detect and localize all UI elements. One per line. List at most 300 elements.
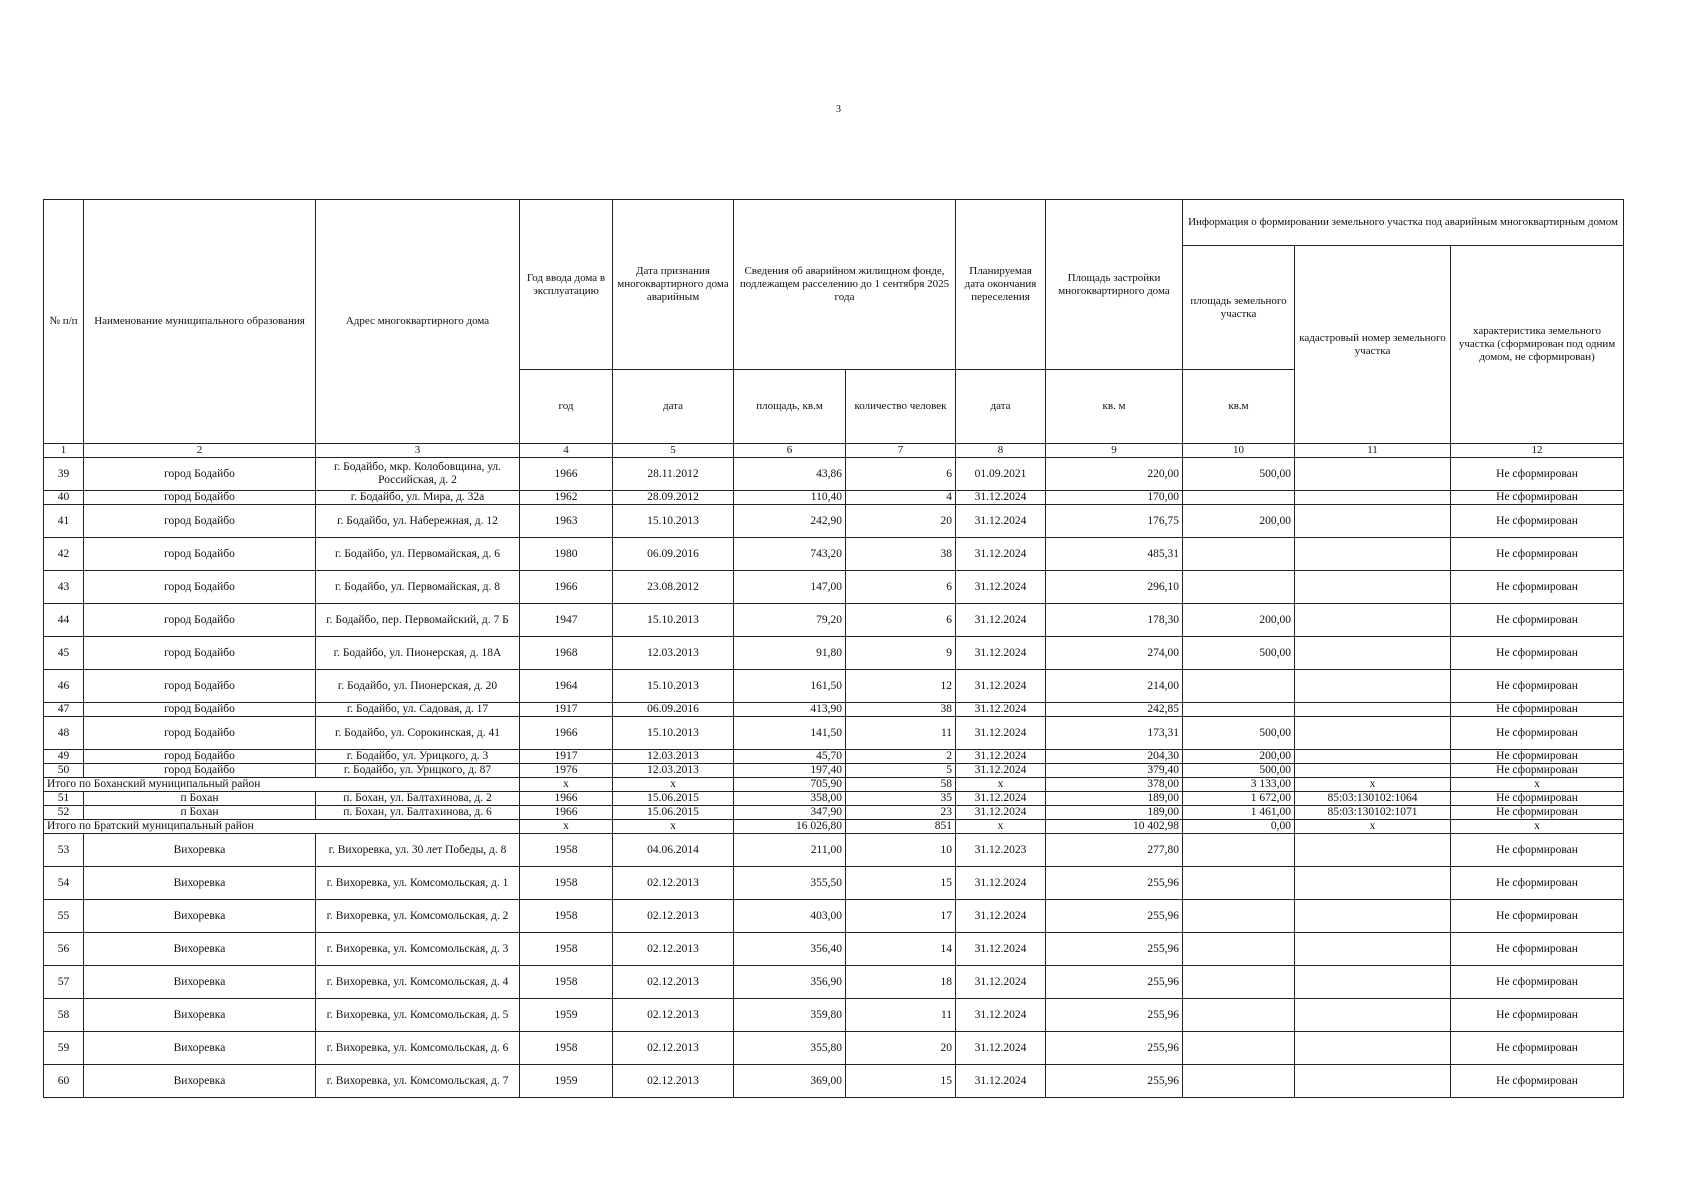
year-built: 1947	[520, 604, 613, 637]
date-recognized: 15.06.2015	[613, 806, 734, 820]
table-body	[44, 458, 1624, 1098]
table-row	[44, 670, 1624, 703]
column-number: 1	[44, 444, 84, 458]
cadastral-number	[1295, 717, 1451, 750]
header-planned-date: Планируемая дата окончания переселения	[956, 200, 1046, 370]
people-count: 12	[846, 670, 956, 703]
row-number: 55	[44, 900, 84, 933]
planned-date: 31.12.2024	[956, 717, 1046, 750]
fund-area: 197,40	[734, 764, 846, 778]
year-built: 1958	[520, 900, 613, 933]
municipality-name: город Бодайбо	[84, 750, 316, 764]
built-area: 485,31	[1046, 538, 1183, 571]
unit-year: год	[520, 370, 613, 444]
date-recognized: 02.12.2013	[613, 933, 734, 966]
land-area	[1183, 538, 1295, 571]
emergency-housing-table	[43, 199, 1624, 1098]
planned-date: 31.12.2024	[956, 538, 1046, 571]
subtotal-date-recognized: x	[613, 778, 734, 792]
municipality-name: Вихоревка	[84, 966, 316, 999]
land-status: Не сформирован	[1451, 764, 1624, 778]
year-built: 1958	[520, 933, 613, 966]
land-status: Не сформирован	[1451, 703, 1624, 717]
built-area: 255,96	[1046, 999, 1183, 1032]
fund-area: 355,50	[734, 867, 846, 900]
fund-area: 242,90	[734, 505, 846, 538]
fund-area: 43,86	[734, 458, 846, 491]
land-status: Не сформирован	[1451, 806, 1624, 820]
house-address: г. Бодайбо, ул. Мира, д. 32а	[316, 491, 520, 505]
planned-date: 01.09.2021	[956, 458, 1046, 491]
date-recognized: 15.10.2013	[613, 670, 734, 703]
people-count: 6	[846, 458, 956, 491]
cadastral-number	[1295, 867, 1451, 900]
house-address: г. Вихоревка, ул. Комсомольская, д. 3	[316, 933, 520, 966]
fund-area: 45,70	[734, 750, 846, 764]
cadastral-number	[1295, 1065, 1451, 1098]
row-number: 39	[44, 458, 84, 491]
date-recognized: 15.06.2015	[613, 792, 734, 806]
land-area: 200,00	[1183, 505, 1295, 538]
table-row	[44, 571, 1624, 604]
land-area: 500,00	[1183, 637, 1295, 670]
land-area: 200,00	[1183, 604, 1295, 637]
built-area: 255,96	[1046, 966, 1183, 999]
column-number: 9	[1046, 444, 1183, 458]
people-count: 35	[846, 792, 956, 806]
row-number: 44	[44, 604, 84, 637]
row-number: 41	[44, 505, 84, 538]
land-status: Не сформирован	[1451, 604, 1624, 637]
people-count: 5	[846, 764, 956, 778]
land-area: 200,00	[1183, 750, 1295, 764]
column-number: 10	[1183, 444, 1295, 458]
people-count: 11	[846, 717, 956, 750]
land-area	[1183, 703, 1295, 717]
municipality-name: город Бодайбо	[84, 491, 316, 505]
date-recognized: 02.12.2013	[613, 900, 734, 933]
fund-area: 369,00	[734, 1065, 846, 1098]
cadastral-number	[1295, 670, 1451, 703]
table-row	[44, 637, 1624, 670]
fund-area: 161,50	[734, 670, 846, 703]
date-recognized: 12.03.2013	[613, 764, 734, 778]
house-address: г. Бодайбо, ул. Первомайская, д. 8	[316, 571, 520, 604]
column-number: 5	[613, 444, 734, 458]
subtotal-built-area: 10 402,98	[1046, 820, 1183, 834]
header-num: № п/п	[44, 200, 84, 444]
land-status: Не сформирован	[1451, 999, 1624, 1032]
row-number: 58	[44, 999, 84, 1032]
house-address: п. Бохан, ул. Балтахинова, д. 6	[316, 806, 520, 820]
date-recognized: 12.03.2013	[613, 637, 734, 670]
year-built: 1966	[520, 806, 613, 820]
people-count: 4	[846, 491, 956, 505]
subtotal-date-recognized: x	[613, 820, 734, 834]
fund-area: 147,00	[734, 571, 846, 604]
built-area: 255,96	[1046, 933, 1183, 966]
subtotal-planned-date: x	[956, 820, 1046, 834]
date-recognized: 15.10.2013	[613, 604, 734, 637]
planned-date: 31.12.2024	[956, 604, 1046, 637]
cadastral-number	[1295, 900, 1451, 933]
row-number: 51	[44, 792, 84, 806]
land-status: Не сформирован	[1451, 834, 1624, 867]
people-count: 10	[846, 834, 956, 867]
table-row	[44, 867, 1624, 900]
planned-date: 31.12.2024	[956, 933, 1046, 966]
year-built: 1958	[520, 966, 613, 999]
cadastral-number	[1295, 703, 1451, 717]
subtotal-row	[44, 820, 1624, 834]
house-address: г. Бодайбо, мкр. Колобовщина, ул. Российская, д. 2	[316, 458, 520, 491]
header-date-recognized: Дата признания многоквартирного дома аварийным	[613, 200, 734, 370]
house-address: г. Бодайбо, ул. Пионерская, д. 18А	[316, 637, 520, 670]
year-built: 1958	[520, 1032, 613, 1065]
built-area: 296,10	[1046, 571, 1183, 604]
municipality-name: город Бодайбо	[84, 571, 316, 604]
house-address: п. Бохан, ул. Балтахинова, д. 2	[316, 792, 520, 806]
people-count: 38	[846, 538, 956, 571]
land-area	[1183, 571, 1295, 604]
year-built: 1964	[520, 670, 613, 703]
date-recognized: 23.08.2012	[613, 571, 734, 604]
header-municipality: Наименование муниципального образования	[84, 200, 316, 444]
year-built: 1962	[520, 491, 613, 505]
column-number: 11	[1295, 444, 1451, 458]
table-row	[44, 1065, 1624, 1098]
land-status: Не сформирован	[1451, 933, 1624, 966]
row-number: 45	[44, 637, 84, 670]
date-recognized: 06.09.2016	[613, 538, 734, 571]
year-built: 1966	[520, 571, 613, 604]
built-area: 189,00	[1046, 806, 1183, 820]
built-area: 176,75	[1046, 505, 1183, 538]
land-area	[1183, 900, 1295, 933]
land-area	[1183, 834, 1295, 867]
header-built-area: Площадь застройки многоквартирного дома	[1046, 200, 1183, 370]
header-land-char: характеристика земельного участка (сформирован под одним домом, не сформирован)	[1451, 246, 1624, 444]
house-address: г. Вихоревка, ул. Комсомольская, д. 2	[316, 900, 520, 933]
subtotal-year-built: x	[520, 820, 613, 834]
house-address: г. Бодайбо, ул. Урицкого, д. 87	[316, 764, 520, 778]
date-recognized: 02.12.2013	[613, 966, 734, 999]
cadastral-number	[1295, 834, 1451, 867]
planned-date: 31.12.2024	[956, 966, 1046, 999]
municipality-name: город Бодайбо	[84, 505, 316, 538]
year-built: 1959	[520, 999, 613, 1032]
municipality-name: город Бодайбо	[84, 764, 316, 778]
municipality-name: город Бодайбо	[84, 703, 316, 717]
subtotal-fund-area: 705,90	[734, 778, 846, 792]
row-number: 54	[44, 867, 84, 900]
planned-date: 31.12.2024	[956, 637, 1046, 670]
municipality-name: Вихоревка	[84, 933, 316, 966]
cadastral-number	[1295, 637, 1451, 670]
municipality-name: город Бодайбо	[84, 637, 316, 670]
planned-date: 31.12.2024	[956, 867, 1046, 900]
row-number: 50	[44, 764, 84, 778]
built-area: 173,31	[1046, 717, 1183, 750]
date-recognized: 15.10.2013	[613, 717, 734, 750]
subtotal-row	[44, 778, 1624, 792]
house-address: г. Бодайбо, ул. Садовая, д. 17	[316, 703, 520, 717]
year-built: 1958	[520, 867, 613, 900]
planned-date: 31.12.2024	[956, 505, 1046, 538]
fund-area: 413,90	[734, 703, 846, 717]
built-area: 220,00	[1046, 458, 1183, 491]
column-number: 3	[316, 444, 520, 458]
subtotal-people-count: 58	[846, 778, 956, 792]
land-area: 500,00	[1183, 458, 1295, 491]
subtotal-built-area: 378,00	[1046, 778, 1183, 792]
planned-date: 31.12.2024	[956, 764, 1046, 778]
column-numbers-row	[44, 444, 1624, 458]
subtotal-cadastral-number: x	[1295, 778, 1451, 792]
header-fund-info: Сведения об аварийном жилищном фонде, подлежащем расселению до 1 сентября 2025 года	[734, 200, 956, 370]
cadastral-number	[1295, 999, 1451, 1032]
land-status: Не сформирован	[1451, 458, 1624, 491]
table-row	[44, 491, 1624, 505]
header-address: Адрес многоквартирного дома	[316, 200, 520, 444]
house-address: г. Бодайбо, ул. Сорокинская, д. 41	[316, 717, 520, 750]
land-status: Не сформирован	[1451, 1065, 1624, 1098]
municipality-name: Вихоревка	[84, 867, 316, 900]
land-area	[1183, 491, 1295, 505]
built-area: 379,40	[1046, 764, 1183, 778]
house-address: г. Вихоревка, ул. Комсомольская, д. 7	[316, 1065, 520, 1098]
row-number: 43	[44, 571, 84, 604]
planned-date: 31.12.2024	[956, 491, 1046, 505]
date-recognized: 12.03.2013	[613, 750, 734, 764]
municipality-name: п Бохан	[84, 792, 316, 806]
fund-area: 355,80	[734, 1032, 846, 1065]
cadastral-number: 85:03:130102:1064	[1295, 792, 1451, 806]
fund-area: 110,40	[734, 491, 846, 505]
year-built: 1958	[520, 834, 613, 867]
subtotal-label: Итого по Боханский муниципальный район	[44, 778, 520, 792]
people-count: 6	[846, 604, 956, 637]
table-row	[44, 792, 1624, 806]
header-land-area: площадь земельного участка	[1183, 246, 1295, 370]
row-number: 57	[44, 966, 84, 999]
land-area: 500,00	[1183, 717, 1295, 750]
cadastral-number	[1295, 538, 1451, 571]
land-status: Не сформирован	[1451, 750, 1624, 764]
page-number: 3	[836, 104, 841, 115]
table-row	[44, 1032, 1624, 1065]
cadastral-number	[1295, 458, 1451, 491]
people-count: 17	[846, 900, 956, 933]
row-number: 60	[44, 1065, 84, 1098]
house-address: г. Вихоревка, ул. Комсомольская, д. 6	[316, 1032, 520, 1065]
land-status: Не сформирован	[1451, 792, 1624, 806]
year-built: 1963	[520, 505, 613, 538]
municipality-name: Вихоревка	[84, 999, 316, 1032]
column-number: 6	[734, 444, 846, 458]
cadastral-number	[1295, 933, 1451, 966]
date-recognized: 28.11.2012	[613, 458, 734, 491]
row-number: 48	[44, 717, 84, 750]
fund-area: 79,20	[734, 604, 846, 637]
subtotal-people-count: 851	[846, 820, 956, 834]
unit-people: количество человек	[846, 370, 956, 444]
house-address: г. Вихоревка, ул. Комсомольская, д. 1	[316, 867, 520, 900]
municipality-name: город Бодайбо	[84, 538, 316, 571]
date-recognized: 06.09.2016	[613, 703, 734, 717]
row-number: 56	[44, 933, 84, 966]
planned-date: 31.12.2023	[956, 834, 1046, 867]
built-area: 204,30	[1046, 750, 1183, 764]
land-status: Не сформирован	[1451, 670, 1624, 703]
house-address: г. Бодайбо, пер. Первомайский, д. 7 Б	[316, 604, 520, 637]
header-land-info: Информация о формировании земельного участка под аварийным многоквартирным домом	[1183, 200, 1624, 246]
fund-area: 358,00	[734, 792, 846, 806]
municipality-name: Вихоревка	[84, 834, 316, 867]
land-area	[1183, 999, 1295, 1032]
subtotal-planned-date: x	[956, 778, 1046, 792]
table-row	[44, 900, 1624, 933]
municipality-name: п Бохан	[84, 806, 316, 820]
land-status: Не сформирован	[1451, 717, 1624, 750]
subtotal-land-area: 3 133,00	[1183, 778, 1295, 792]
cadastral-number: 85:03:130102:1071	[1295, 806, 1451, 820]
row-number: 47	[44, 703, 84, 717]
land-status: Не сформирован	[1451, 571, 1624, 604]
column-number: 7	[846, 444, 956, 458]
built-area: 242,85	[1046, 703, 1183, 717]
people-count: 2	[846, 750, 956, 764]
table-row	[44, 764, 1624, 778]
header-year-built: Год ввода дома в эксплуатацию	[520, 200, 613, 370]
fund-area: 141,50	[734, 717, 846, 750]
year-built: 1966	[520, 717, 613, 750]
fund-area: 91,80	[734, 637, 846, 670]
built-area: 255,96	[1046, 1032, 1183, 1065]
table-row	[44, 505, 1624, 538]
fund-area: 356,90	[734, 966, 846, 999]
cadastral-number	[1295, 750, 1451, 764]
year-built: 1968	[520, 637, 613, 670]
table-row	[44, 806, 1624, 820]
people-count: 11	[846, 999, 956, 1032]
land-status: Не сформирован	[1451, 491, 1624, 505]
fund-area: 359,80	[734, 999, 846, 1032]
land-area	[1183, 966, 1295, 999]
built-area: 170,00	[1046, 491, 1183, 505]
subtotal-label: Итого по Братский муниципальный район	[44, 820, 520, 834]
row-number: 53	[44, 834, 84, 867]
date-recognized: 28.09.2012	[613, 491, 734, 505]
municipality-name: Вихоревка	[84, 1032, 316, 1065]
land-status: Не сформирован	[1451, 1032, 1624, 1065]
date-recognized: 02.12.2013	[613, 867, 734, 900]
year-built: 1917	[520, 750, 613, 764]
cadastral-number	[1295, 491, 1451, 505]
people-count: 23	[846, 806, 956, 820]
built-area: 255,96	[1046, 900, 1183, 933]
people-count: 20	[846, 1032, 956, 1065]
built-area: 178,30	[1046, 604, 1183, 637]
subtotal-fund-area: 16 026,80	[734, 820, 846, 834]
column-number: 4	[520, 444, 613, 458]
subtotal-cadastral-number: x	[1295, 820, 1451, 834]
row-number: 49	[44, 750, 84, 764]
municipality-name: город Бодайбо	[84, 458, 316, 491]
year-built: 1976	[520, 764, 613, 778]
table-row	[44, 458, 1624, 491]
table-row	[44, 717, 1624, 750]
people-count: 15	[846, 1065, 956, 1098]
fund-area: 743,20	[734, 538, 846, 571]
cadastral-number	[1295, 1032, 1451, 1065]
subtotal-land-area: 0,00	[1183, 820, 1295, 834]
table-row	[44, 750, 1624, 764]
people-count: 20	[846, 505, 956, 538]
people-count: 38	[846, 703, 956, 717]
row-number: 40	[44, 491, 84, 505]
column-number: 8	[956, 444, 1046, 458]
subtotal-land-status: x	[1451, 820, 1624, 834]
fund-area: 356,40	[734, 933, 846, 966]
house-address: г. Бодайбо, ул. Пионерская, д. 20	[316, 670, 520, 703]
built-area: 214,00	[1046, 670, 1183, 703]
land-area	[1183, 933, 1295, 966]
planned-date: 31.12.2024	[956, 571, 1046, 604]
table-row	[44, 538, 1624, 571]
house-address: г. Вихоревка, ул. Комсомольская, д. 4	[316, 966, 520, 999]
table-row	[44, 999, 1624, 1032]
planned-date: 31.12.2024	[956, 670, 1046, 703]
subtotal-land-status: x	[1451, 778, 1624, 792]
municipality-name: город Бодайбо	[84, 717, 316, 750]
land-status: Не сформирован	[1451, 966, 1624, 999]
date-recognized: 02.12.2013	[613, 999, 734, 1032]
header-cadastral: кадастровый номер земельного участка	[1295, 246, 1451, 444]
planned-date: 31.12.2024	[956, 703, 1046, 717]
house-address: г. Бодайбо, ул. Набережная, д. 12	[316, 505, 520, 538]
built-area: 255,96	[1046, 867, 1183, 900]
row-number: 46	[44, 670, 84, 703]
land-area	[1183, 670, 1295, 703]
subtotal-year-built: x	[520, 778, 613, 792]
people-count: 18	[846, 966, 956, 999]
cadastral-number	[1295, 571, 1451, 604]
land-area: 1 672,00	[1183, 792, 1295, 806]
year-built: 1980	[520, 538, 613, 571]
unit-date-resettlement: дата	[956, 370, 1046, 444]
built-area: 274,00	[1046, 637, 1183, 670]
fund-area: 347,90	[734, 806, 846, 820]
people-count: 9	[846, 637, 956, 670]
year-built: 1966	[520, 792, 613, 806]
date-recognized: 04.06.2014	[613, 834, 734, 867]
house-address: г. Бодайбо, ул. Урицкого, д. 3	[316, 750, 520, 764]
planned-date: 31.12.2024	[956, 792, 1046, 806]
table-header	[44, 200, 1624, 458]
people-count: 14	[846, 933, 956, 966]
municipality-name: Вихоревка	[84, 900, 316, 933]
year-built: 1917	[520, 703, 613, 717]
cadastral-number	[1295, 966, 1451, 999]
column-number: 2	[84, 444, 316, 458]
land-status: Не сформирован	[1451, 867, 1624, 900]
date-recognized: 15.10.2013	[613, 505, 734, 538]
cadastral-number	[1295, 764, 1451, 778]
fund-area: 403,00	[734, 900, 846, 933]
column-number: 12	[1451, 444, 1624, 458]
planned-date: 31.12.2024	[956, 1065, 1046, 1098]
